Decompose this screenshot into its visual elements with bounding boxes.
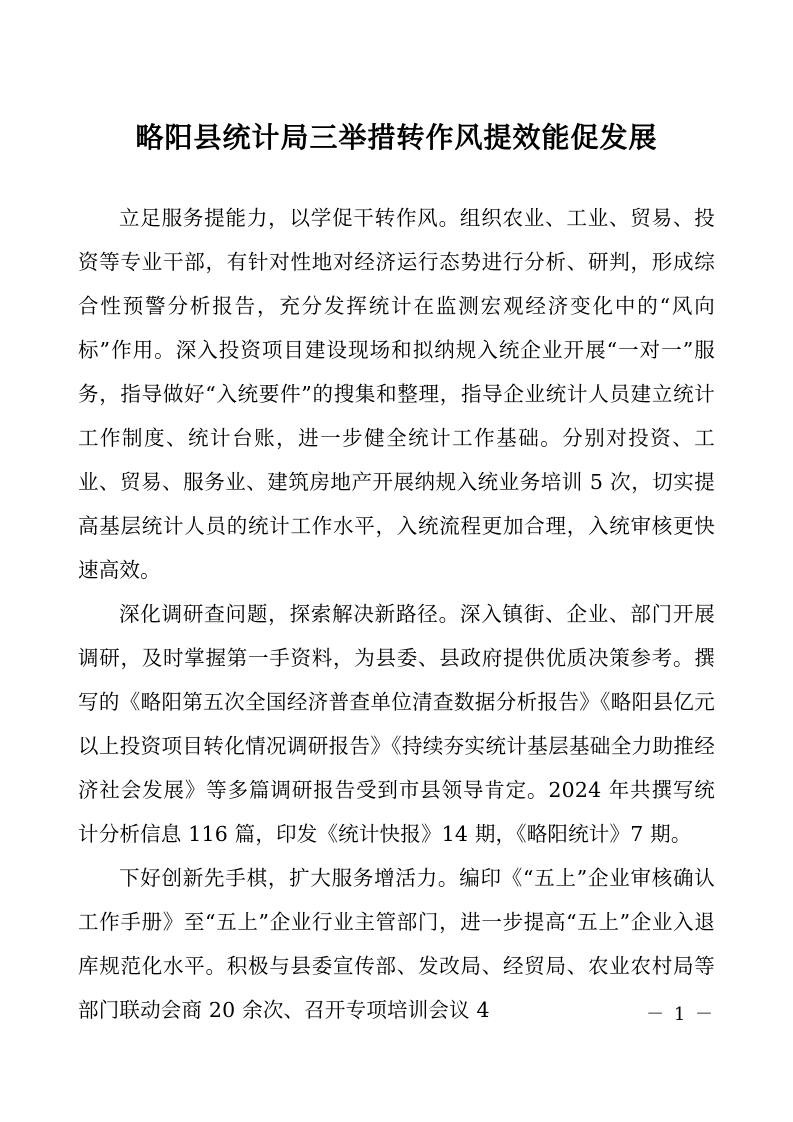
body-paragraph-1: 立足服务提能力，以学促干转作风。组织农业、工业、贸易、投资等专业干部，有针对性地对经济运行态势进行分析、研判，形成综合性预警分析报告，充分发挥统计在监测宏观经济变化中的“风向标”作用。深入投资项目建设现场和拟纳规入统企业开展“一对一”服务，指导做好“入统要件”的搜集和整理，指导企业统计人员建立统计工作制度、统计台账，进一步健全统计工作基础。分别对投资、工业、贸易、服务业、建筑房地产开展纳规入统业务培训 5 次，切实提高基层统计人员的统计工作水平，入统流程更加合理，入统审核更快速高效。 [78,206,715,582]
page-title: 略阳县统计局三举措转作风提效能促发展 [135,121,658,154]
body-paragraph-3: 下好创新先手棋，扩大服务增活力。编印《“五上”企业审核确认工作手册》至“五上”企业行业主管部门，进一步提高“五上”企业入退库规范化水平。积极与县委宣传部、发改局、经贸局、农业农村局等部门联动会商 20 余次、召开专项培训会议 4 [78,866,715,1022]
page-number: － 1 － [646,1004,715,1025]
body-paragraph-2: 深化调研查问题，探索解决新路径。深入镇街、企业、部门开展调研，及时掌握第一手资料，为县委、县政府提供优质决策参考。撰写的《略阳第五次全国经济普查单位清查数据分析报告》《略阳县亿元以上投资项目转化情况调研报告》《持续夯实统计基层基础全力助推经济社会发展》等多篇调研报告受到市县领导肯定。2024 年共撰写统计分析信息 116 篇，印发《统计快报》14 期，《略阳统计》7 期。 [78,602,715,846]
